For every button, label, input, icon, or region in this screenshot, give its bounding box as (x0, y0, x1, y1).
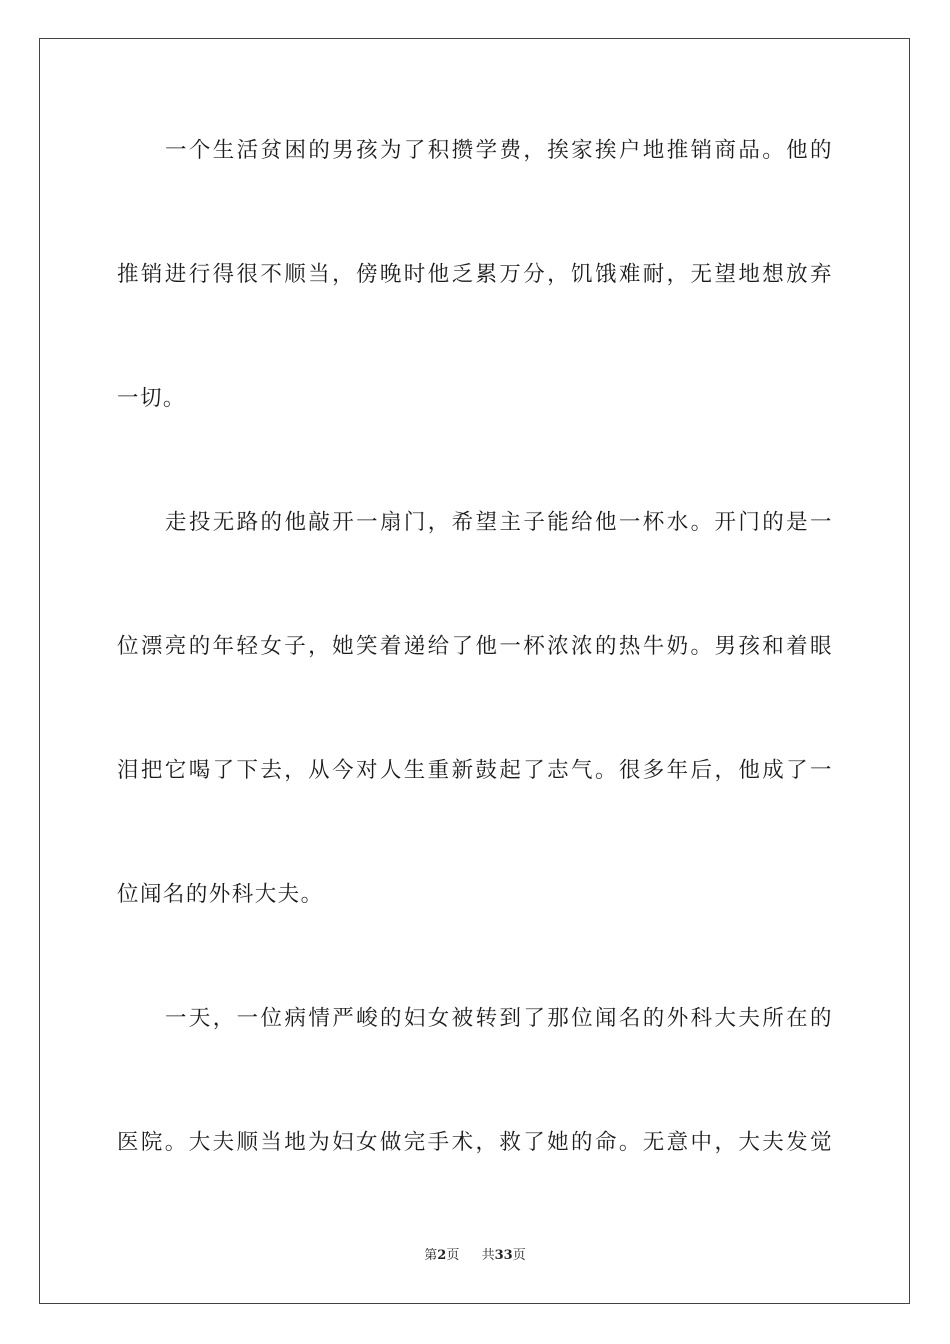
page-number-label: 第2页 (424, 1248, 460, 1263)
paragraph-line-2: 推销进行得很不顺当，傍晚时他乏累万分，饥饿难耐，无望地想放弃 (117, 262, 833, 287)
page-footer (0, 1247, 950, 1265)
total-pages-label: 共33页 (481, 1248, 526, 1263)
paragraph-line-7: 位闻名的外科大夫。 (117, 882, 324, 907)
page-border (39, 38, 910, 1304)
paragraph-line-1: 一个生活贫困的男孩为了积攒学费，挨家挨户地推销商品。他的 (165, 138, 833, 163)
paragraph-line-3: 一切。 (117, 386, 186, 411)
paragraph-line-5: 位漂亮的年轻女子，她笑着递给了他一杯浓浓的热牛奶。男孩和着眼 (117, 634, 833, 659)
paragraph-line-9: 医院。大夫顺当地为妇女做完手术，救了她的命。无意中，大夫发觉 (117, 1130, 833, 1155)
paragraph-line-6: 泪把它喝了下去，从今对人生重新鼓起了志气。很多年后，他成了一 (117, 758, 833, 783)
paragraph-line-8: 一天，一位病情严峻的妇女被转到了那位闻名的外科大夫所在的 (165, 1006, 833, 1031)
paragraph-line-4: 走投无路的他敲开一扇门，希望主子能给他一杯水。开门的是一 (165, 510, 833, 535)
